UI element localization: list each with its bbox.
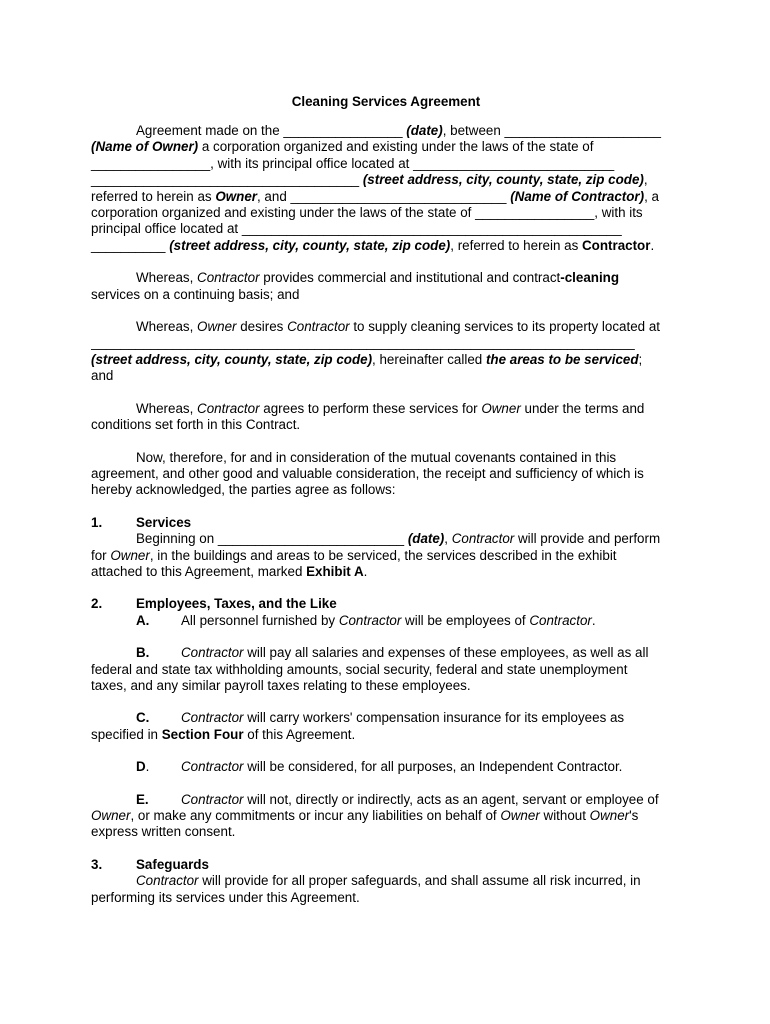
section-3-safeguards: 3. Safeguards Contractor will provide for all proper safeguards, and shall assume all risk incurred, in performing its services under this Agreement.: [91, 857, 681, 906]
section-2-employees: [91, 596, 681, 629]
clause-2a: A. All personnel furnished by Contractor will be employees of Contractor.: [136, 612, 596, 628]
document-title: Cleaning Services Agreement: [291, 94, 481, 109]
section-1-heading: 1. Services: [91, 514, 192, 530]
whereas-paragraph-2: Whereas, Owner desires Contractor to supply cleaning services to its property located at _________________________________________________________________________ (street address, city, county, state, zip code), hereinafter called the areas to be serviced; and: [91, 319, 660, 384]
section-3-heading: 3. Safeguards: [91, 856, 209, 872]
section-2-heading: 2. Employees, Taxes, and the Like: [91, 596, 337, 612]
clause-2e: E. Contractor will not, directly or indirectly, acts as an agent, servant or employee of Owner, or make any commitments or incur any liabilities on behalf of Owner without Owner's express written consent.: [91, 791, 659, 840]
clause-2c: C. Contractor will carry workers' compensation insurance for its employees as specified in Section Four of this Agreement.: [91, 710, 625, 742]
clause-2d: D. Contractor will be considered, for all purposes, an Independent Contractor.: [136, 759, 623, 775]
now-therefore-paragraph: Now, therefore, for and in consideration of the mutual covenants contained in this agreement, and other good and valuable consideration, the receipt and sufficiency of which is hereby acknowledged, the parties agree as follows:: [91, 449, 644, 498]
intro-paragraph: Agreement made on the ________________ (date), between _____________________ (Name of Owner) a corporation organized and existing under the laws of the state of ________________, with its principal office located at ___________________________ ____________________________________ (street address, city, county, state, zip code), referred to herein as Owner, and _____________________________ (Name of Contractor), a corporation organized and existing under the laws of the state of ________________, with its principal office located at ___________________________________________________ __________ (street address, city, county, state, zip code), referred to herein as Contractor.: [91, 123, 661, 253]
clause-2b: B. Contractor will pay all salaries and expenses of these employees, as well as all federal and state tax withholding amounts, social security, federal and state unemployment taxes, and any similar payroll taxes relating to these employees.: [91, 645, 649, 693]
whereas-paragraph-3: Whereas, Contractor agrees to perform these services for Owner under the terms and conditions set forth in this Contract.: [91, 400, 645, 433]
whereas-paragraph-1: Whereas, Contractor provides commercial and institutional and contract-cleaning services on a continuing basis; and: [91, 270, 620, 302]
section-1-services: 1. Services Beginning on _________________________ (date), Contractor will provide and perform for Owner, in the buildings and areas to be serviced, the services described in the exhibit attached to this Agreement, marked Exhibit A.: [91, 515, 681, 581]
document-page: [91, 93, 681, 922]
